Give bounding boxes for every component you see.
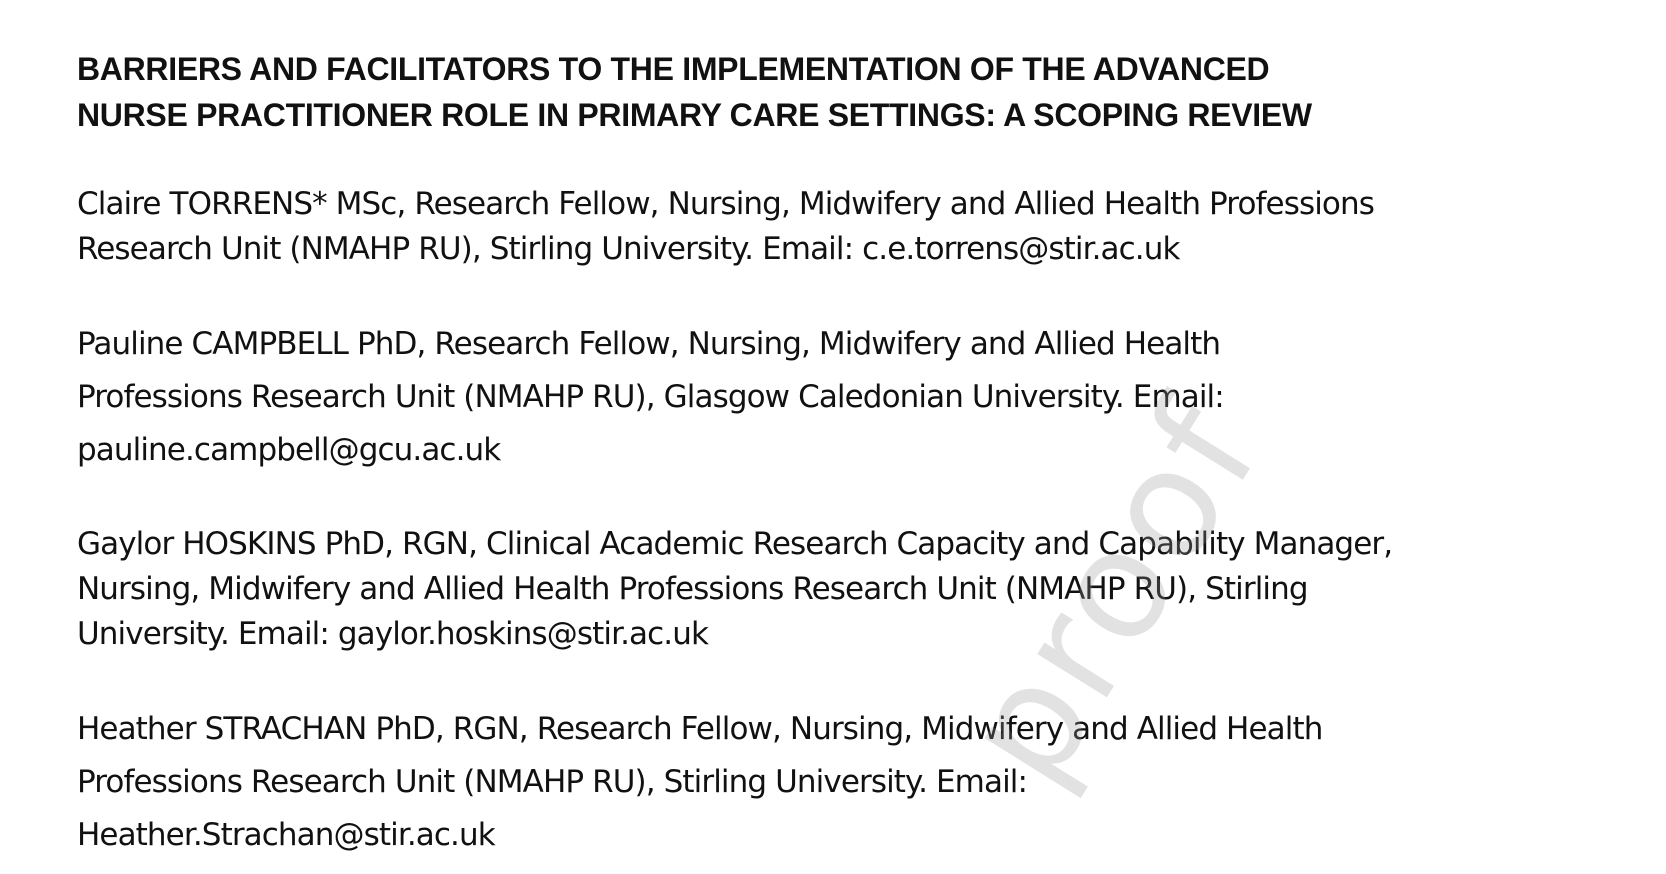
author-entry-strachan — [77, 703, 1322, 862]
title-line: NURSE PRACTITIONER ROLE IN PRIMARY CARE SETTINGS: A SCOPING REVIEW — [77, 97, 1312, 133]
author-line: University. Email: gaylor.hoskins@stir.ac.uk — [77, 616, 709, 652]
author-line: Professions Research Unit (NMAHP RU), Stirling University. Email: — [77, 764, 1028, 800]
author-entry-torrens — [77, 182, 1374, 272]
author-line: Pauline CAMPBELL PhD, Research Fellow, Nursing, Midwifery and Allied Health — [77, 326, 1221, 362]
author-entry-campbell — [77, 318, 1224, 477]
proof-watermark: proof — [930, 372, 1295, 813]
author-line: Professions Research Unit (NMAHP RU), Glasgow Caledonian University. Email: — [77, 379, 1224, 415]
author-line: Gaylor HOSKINS PhD, RGN, Clinical Academic Research Capacity and Capability Manager, — [77, 526, 1393, 562]
paper-title — [77, 46, 1577, 138]
author-line: Heather.Strachan@stir.ac.uk — [77, 817, 495, 853]
author-line: pauline.campbell@gcu.ac.uk — [77, 432, 501, 468]
title-line: BARRIERS AND FACILITATORS TO THE IMPLEMENTATION OF THE ADVANCED — [77, 51, 1270, 87]
author-entry-hoskins — [77, 522, 1392, 657]
author-line: Research Unit (NMAHP RU), Stirling University. Email: c.e.torrens@stir.ac.uk — [77, 231, 1180, 267]
author-line: Heather STRACHAN PhD, RGN, Research Fellow, Nursing, Midwifery and Allied Health — [77, 711, 1323, 747]
author-line: Nursing, Midwifery and Allied Health Professions Research Unit (NMAHP RU), Stirling — [77, 571, 1308, 607]
author-line: Claire TORRENS* MSc, Research Fellow, Nursing, Midwifery and Allied Health Professions — [77, 186, 1374, 222]
